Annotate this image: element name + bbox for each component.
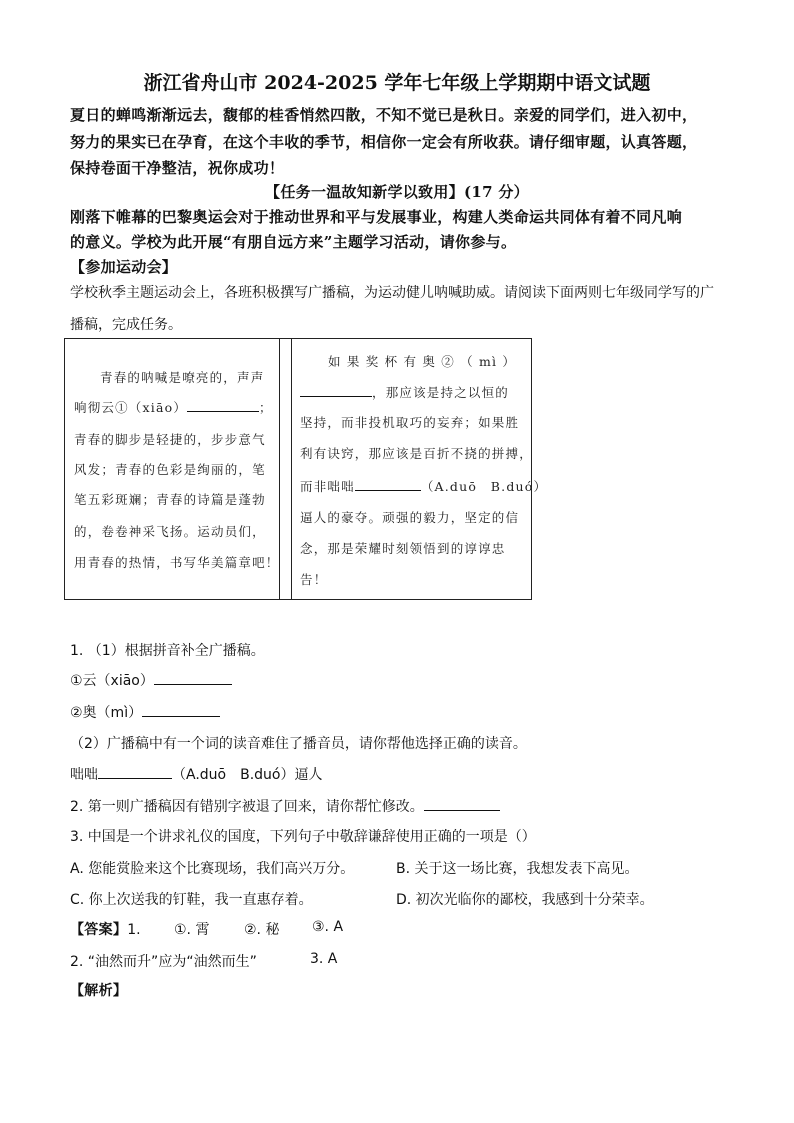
answer-blank-2 [424,797,500,811]
answer-blank-1b [142,703,220,717]
blank-mi [300,383,372,397]
analysis-label: 【解析】 [70,983,128,999]
answer-line-2a: 2. “油然而升”应为“油然而生” [70,954,257,970]
answer-2: ②. 秘 [244,922,280,938]
question-1-2: （2）广播稿中有一个词的读音难住了播音员，请你帮他选择正确的读音。 [70,736,527,752]
question-3: 3. 中国是一个讲求礼仪的国度，下列句子中敬辞谦辞使用正确的一项是（） [70,829,536,845]
option-d: D. 初次光临你的鄙校，我感到十分荣幸。 [396,892,654,908]
task-heading: 【任务一温故知新学以致用】(17 分） [265,183,529,201]
task-intro-line-1: 刚落下帷幕的巴黎奥运会对于推动世界和平与发展事业，构建人类命运共同体有着不同凡响 [70,208,683,226]
answer-blank-1-2 [98,765,172,779]
question-1-a: ①云（xiāo） [70,670,232,690]
question-1-2-fill: 咄咄 （A.duō B.duó）逼人 [70,767,323,783]
option-a: A. 您能赏脸来这个比赛现场，我们高兴万分。 [70,861,355,877]
blank-duo [355,477,421,491]
answer-3: ③. A [312,919,344,935]
answer-label: 【答案】 [70,922,128,938]
section-heading: 【参加运动会】 [70,258,178,276]
table-divider-2 [291,338,292,599]
question-2: 2. 第一则广播稿因有错别字被退了回来，请你帮忙修改。 [70,796,500,816]
question-1: 1. （1）根据拼音补全广播稿。 [70,643,265,659]
section-text-line-2: 播稿，完成任务。 [70,317,182,333]
intro-line-1: 夏日的蝉鸣渐渐远去，馥郁的桂香悄然四散，不知不觉已是秋日。亲爱的同学们，进入初中， [70,106,698,124]
answer-line-2b: 3. A [310,951,338,967]
option-b: B. 关于这一场比赛，我想发表下高见。 [396,861,639,877]
question-1-b: ②奥（mì） [70,702,220,722]
option-c: C. 你上次送我的钉鞋，我一直惠存着。 [70,892,313,908]
task-intro-line-2: 的意义。学校为此开展“有朋自远方来”主题学习活动，请你参与。 [70,233,517,251]
page-title: 浙江省舟山市 2024-2025 学年七年级上学期期中语文试题 [143,72,651,94]
blank-xiao [187,398,259,412]
intro-line-3: 保持卷面干净整洁，祝你成功！ [70,159,285,177]
intro-line-2: 努力的果实已在孕育，在这个丰收的季节，相信你一定会有所收获。请仔细审题，认真答题， [70,133,698,151]
answer-row: 【答案】1. [70,922,141,938]
section-text-line-1: 学校秋季主题运动会上，各班积极撰写广播稿，为运动健儿呐喊助威。请阅读下面两则七年级同学写的广 [70,285,714,301]
answer-blank-1a [154,671,232,685]
answer-1: ①. 霄 [174,922,210,938]
